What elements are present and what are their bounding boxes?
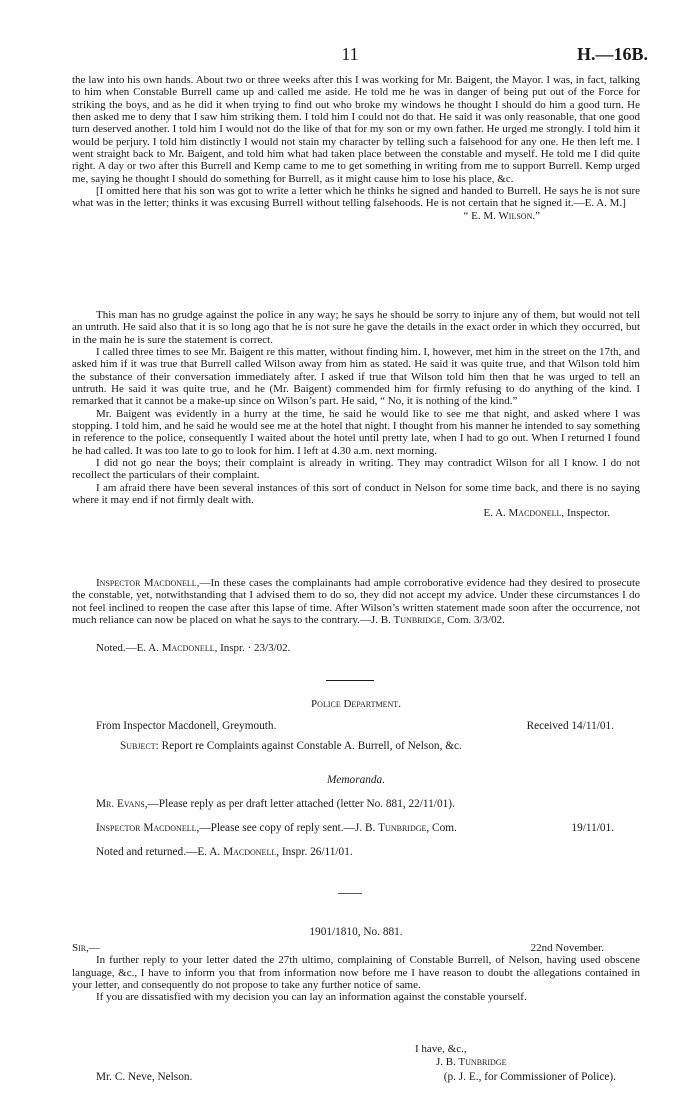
report-signature <box>72 507 640 519</box>
letter-paragraph: If you are dissatisfied with my decision you can lay an information against the constable yourself. <box>96 991 527 1004</box>
minute-addressee: Inspector Macdonell <box>96 577 197 589</box>
report-paragraph: Mr. Baigent was evidently in a hurry at the time, he said he would like to see me that night, and asked where I was stopping. I told him, and he said he would see me at the hotel that night. I thought from his manner he intended to say something in reference to the police, consequently I waited about the hotel until pretty late, when I had to go out. When I returned I found he had called. It was too late to go to look for him. I left at 4.30 a.m. next morning. <box>72 407 640 457</box>
minute-paragraph <box>72 577 640 626</box>
memo-evans-text: ,—Please reply as per draft letter attached (letter No. 881, 22/11/01). <box>144 798 455 810</box>
police-dept-heading: Police Department. <box>311 698 401 710</box>
subject-text: : Report re Complaints against Constable A. Burrell, of Nelson, &c. <box>155 740 462 752</box>
document-reference: H.—16B. <box>576 44 648 64</box>
page-number: 11 <box>341 44 359 64</box>
report-paragraph: I did not go near the boys; their complaint is already in writing. They may contradict Wilson for all I know. I do not recollect the particulars of their complaint. <box>72 457 640 482</box>
editorial-note: [I omitted here that his son was got to write a letter which he thinks he signed and handed to Burrell. He says he is not sure what was in the letter; thinks it was excusing Burrell without telling falsehoods. He is not certain that he signed it.—E. A. M.] <box>72 185 640 210</box>
memo-macdonell-main <box>96 822 457 834</box>
report-paragraph: I am afraid there have been several instances of this sort of conduct in Nelson for some time back, and there is no saying where it may end if not firmly dealt with. <box>72 481 640 507</box>
commissioner-minute <box>72 577 640 655</box>
letter-reference: 1901/1810, No. 881. <box>309 926 403 938</box>
memo-received: Received 14/11/01. <box>526 720 614 732</box>
letter-date: 22nd November. <box>530 942 604 954</box>
letter-salutation: Sir,— <box>72 942 100 954</box>
memo-subject <box>120 740 620 752</box>
inspector-report <box>72 309 640 519</box>
letter-paragraph: In further reply to your letter dated the 27th ultimo, complaining of Constable Burrell, of Nelson, having used obscene language, &c., I have to inform you that from information now before me I have reason to doubt the allegations contained in your letter, and consequently do not propose to take any further notice of same. <box>72 954 640 992</box>
subject-label: Subject <box>120 740 156 752</box>
noted-suffix: , Inspr. · 23/3/02. <box>214 642 291 655</box>
noted-line <box>72 642 640 654</box>
minute-signer: Tunbridge <box>393 614 442 627</box>
memo-macdonell-name: Inspector Macdonell <box>96 822 197 834</box>
minute-signer-suffix: , Com. 3/3/02. <box>441 614 505 627</box>
minute-text: ,—In these cases the complainants had ample corroborative evidence had they desired to prosecute the constable, yet, notwithstanding that I advised them to do so, they did not accept my advice. Under these circumstances I do not feel inclined to reopen the case after this lapse of time. After Wilson’s written statement made soon after the occurrence, not much reliance can now be placed on what he says to the contrary.—J. B. <box>72 577 640 627</box>
letter-addressee: Mr. C. Neve, Nelson. <box>96 1071 193 1083</box>
report-signature-name: E. A. Macdonell <box>483 506 562 519</box>
memo-noted-suffix: , Inspr. 26/11/01. <box>276 846 353 858</box>
section-divider <box>338 893 362 894</box>
section-divider <box>326 680 374 681</box>
memo-line-macdonell <box>96 822 614 834</box>
wilson-signature: “ E. M. Wilson.” <box>463 209 540 222</box>
memo-macdonell-text: ,—Please see copy of reply sent.—J. B. <box>196 822 379 834</box>
letter-footer-row <box>96 1071 616 1083</box>
memo-noted-prefix: Noted and returned.—E. A. <box>96 846 224 858</box>
report-paragraph: I called three times to see Mr. Baigent re this matter, without finding him. I, however, met him in the street on the 17th, and asked him if it was true that Burrell called Wilson away from him as stated. He said it was quite true, and that Wilson told him the substance of their conversation immediately after. I asked if true that Wilson told him then that he was urged to tell an untruth. He said it was quite true, and he (Mr. Baigent) commended him for firmly refusing to do anything of the kind. I remarked that it cannot be a make-up since on Wilson’s part. He said, “ No, it is nothing of the kind.” <box>72 346 640 408</box>
letter-signer: J. B. Tunbridge <box>436 1056 507 1068</box>
letter-closing: I have, &c., <box>415 1043 467 1055</box>
memoranda-heading: Memoranda. <box>326 774 386 786</box>
memo-macdonell-signer: Tunbridge <box>378 822 427 834</box>
memo-noted-name: Macdonell <box>223 846 277 858</box>
memo-line-noted <box>96 846 616 858</box>
noted-prefix: Noted.—E. A. <box>96 642 162 655</box>
memo-macdonell-suffix: , Com. <box>426 822 457 834</box>
report-paragraph: This man has no grudge against the police in any way; he says he should be sorry to injure any of them, but would not tell an untruth. He said also that it is so long ago that he is not sure he gave the details in the exact order in which they occurred, but in the main he is sure the statement is correct. <box>72 309 640 346</box>
reply-letter <box>72 942 640 1004</box>
memo-from: From Inspector Macdonell, Greymouth. <box>96 720 277 732</box>
memo-from-row <box>96 720 614 732</box>
memo-macdonell-date: 19/11/01. <box>571 822 614 834</box>
memo-evans-name: Mr. Evans <box>96 798 145 810</box>
noted-name: Macdonell <box>161 642 215 655</box>
wilson-statement-paragraph: the law into his own hands. About two or three weeks after this I was working for Mr. Baigent, the Mayor. I was, in fact, talking to him when Constable Burrell came up and called me aside. He told me he was in danger of being put out of the Force for striking the boys, and as he did it when trying to find out who broke my windows he thought I should do him a good turn. He then asked me to deny that I saw him striking them. I told him I could not do that. He said it was only reasonable, that one good turn deserved another. I told him I would not do the like of that for my son or my own father. He urged me strongly. I told him it would be perjury. I told him distinctly I would not stain my character by telling such a falsehood for any one. He then left me. I went straight back to Mr. Baigent, and told him what had taken place between the constable and myself. He told me I did quite right. A day or two after this Burrell and Kemp came to me to get something in writing from me to support Burrell. Kemp urged me, saying he thought I should do something for Burrell, as it might cause him to lose his place, &c. <box>72 74 640 185</box>
memo-line-evans <box>96 798 616 810</box>
wilson-statement <box>72 74 640 222</box>
letter-signer-capacity: (p. J. E., for Commissioner of Police). <box>443 1071 616 1083</box>
letter-header-row <box>72 942 640 954</box>
report-signature-title: , Inspector. <box>561 506 610 519</box>
